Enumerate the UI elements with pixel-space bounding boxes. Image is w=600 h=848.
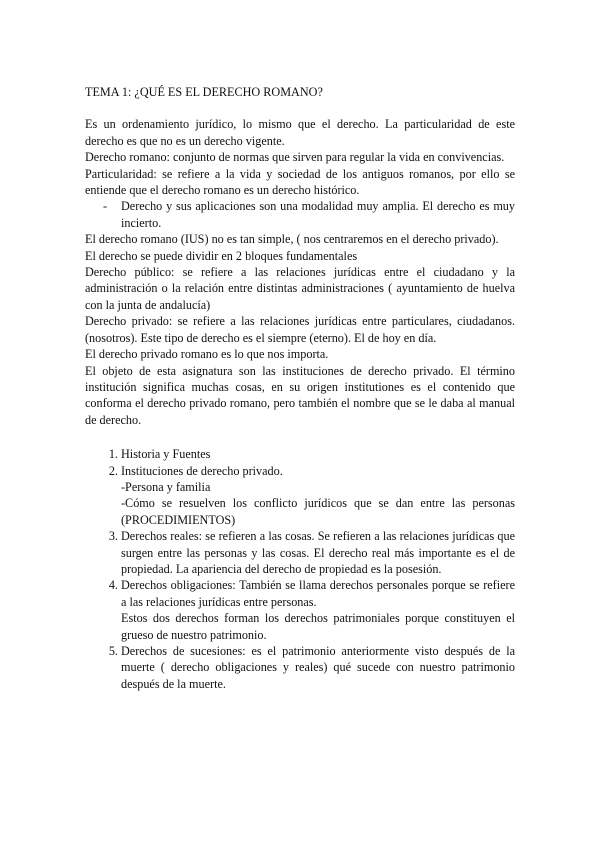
document-body bbox=[85, 84, 515, 692]
dash-list-item: - Derecho y sus aplicaciones son una modalidad muy amplia. El derecho es muy incierto. bbox=[121, 198, 515, 231]
blocks-paragraph: El derecho se puede dividir en 2 bloques fundamentales bbox=[85, 248, 358, 263]
topic-subitem: -Persona y familia bbox=[121, 479, 211, 494]
list-item bbox=[121, 643, 515, 692]
spacer bbox=[85, 428, 515, 446]
intro-paragraph: Es un ordenamiento jurídico, lo mismo que el derecho. La particularidad de este derecho es que no es un derecho vigente. bbox=[85, 117, 515, 148]
topic-text: Derechos reales: se refieren a las cosas. Se refieren a las relaciones jurídicas que surgen entre las personas y las cosas. El derecho real más importante es el de propiedad. La apariencia del derecho de propiedad es la posesión. bbox=[121, 529, 515, 576]
topic-text: Historia y Fuentes bbox=[121, 447, 211, 462]
importance-paragraph: El derecho privado romano es lo que nos importa. bbox=[85, 347, 329, 362]
particularity-paragraph: Particularidad: se refiere a la vida y sociedad de los antiguos romanos, por ello se entiende que el derecho romano es un derecho histórico. bbox=[85, 166, 515, 198]
public-law-paragraph: Derecho público: se refiere a las relaciones jurídicas entre el ciudadano y la administración o la relación entre distintas administraciones ( ayuntamiento de huelva con la junta de andalucía) bbox=[85, 265, 515, 312]
topic-subitem: -Cómo se resuelven los conflicto jurídicos que se dan entre las personas (PROCEDIMIENTOS) bbox=[121, 496, 515, 527]
topics-list bbox=[85, 446, 515, 692]
topic-text: Derechos de sucesiones: es el patrimonio anteriormente visto después de la muerte ( derecho obligaciones y reales) qué sucede con nuestro patrimonio después de la muerte. bbox=[121, 644, 515, 691]
page-title: TEMA 1: ¿QUÉ ES EL DERECHO ROMANO? bbox=[85, 85, 323, 99]
definition-paragraph: Derecho romano: conjunto de normas que sirven para regular la vida en convivencias. bbox=[85, 150, 505, 165]
list-item bbox=[121, 463, 515, 529]
private-law-paragraph: Derecho privado: se refiere a las relaciones jurídicas entre particulares, ciudadanos. (nosotros). Este tipo de derecho es el siempre (eterno). El de hoy en día. bbox=[85, 314, 515, 345]
topic-subitem: Estos dos derechos forman los derechos patrimoniales porque constituyen el grueso de nuestro patrimonio. bbox=[121, 611, 515, 642]
list-item bbox=[121, 446, 515, 462]
object-paragraph: El objeto de esta asignatura son las instituciones de derecho privado. El término institución significa muchas cosas, en su origen institutiones es el contenido que conforma el derecho privado romano, pero también el nombre que se le daba al manual de derecho. bbox=[85, 363, 515, 427]
topic-text: Derechos obligaciones: También se llama derechos personales porque se refiere a las relaciones jurídicas entre personas. bbox=[121, 578, 515, 609]
list-item bbox=[121, 577, 515, 643]
ius-paragraph: El derecho romano (IUS) no es tan simple, ( nos centraremos en el derecho privado). bbox=[85, 232, 499, 247]
dash-list bbox=[85, 198, 515, 231]
topic-text: Instituciones de derecho privado. bbox=[121, 463, 283, 478]
list-item bbox=[121, 528, 515, 577]
